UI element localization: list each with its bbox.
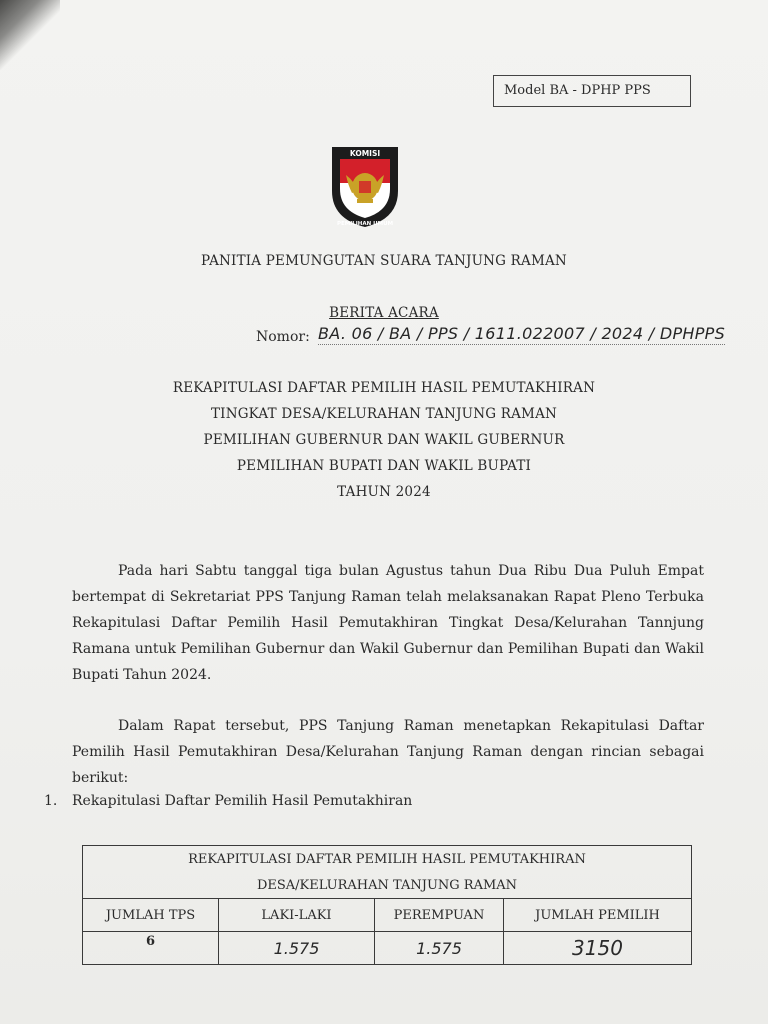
cell-jumlah-pemilih: 3150 [504,932,692,965]
list-item-number: 1. [44,793,58,809]
model-label-box [493,75,691,107]
paragraph-1: Pada hari Sabtu tanggal tiga bulan Agustus tahun Dua Ribu Dua Puluh Empat bertempat di Sekretariat PPS Tanjung Raman telah melaksanakan Rapat Pleno Terbuka Rekapitulasi Daftar Pemilih Hasil Pemutakhiran Tingkat Desa/Kelurahan Tannjung Ramana untuk Pemilihan Gubernur dan Wakil Gubernur dan Pemilihan Bupati dan Wakil Bupati Tahun 2024. [72,563,704,683]
doc-type-title: BERITA ACARA [329,305,439,321]
paragraph-2: Dalam Rapat tersebut, PPS Tanjung Raman menetapkan Rekapitulasi Daftar Pemilih Hasil Pemutakhiran Desa/Kelurahan Tanjung Raman dengan rincian sebagai berikut: [72,718,704,786]
logo-bottom-text: PEMILIHAN UMUM [336,221,394,227]
photo-corner-shadow [0,0,60,70]
model-label: Model BA - DPHP PPS [504,83,651,98]
column-header: JUMLAH PEMILIH [504,899,692,932]
list-item-text: Rekapitulasi Daftar Pemilih Hasil Pemutakhiran [72,793,413,809]
nomor-label: Nomor: [256,329,310,345]
nomor-value: BA. 06 / BA / PPS / 1611.022007 / 2024 / DPHPPS [318,324,726,343]
cell-laki-laki: 1.575 [219,932,375,965]
title-line-5: TAHUN 2024 [337,484,431,500]
table-title-1: REKAPITULASI DAFTAR PEMILIH HASIL PEMUTAKHIRAN [83,846,692,873]
kpu-logo-icon [324,141,406,229]
title-line-1: REKAPITULASI DAFTAR PEMILIH HASIL PEMUTAKHIRAN [172,380,596,396]
column-header: PEREMPUAN [375,899,504,932]
cell-perempuan: 1.575 [375,932,504,965]
recap-table [82,845,692,965]
title-line-3: PEMILIHAN GUBERNUR DAN WAKIL GUBERNUR [203,432,565,448]
title-line-2: TINGKAT DESA/KELURAHAN TANJUNG RAMAN [210,406,558,422]
cell-jumlah-tps: 6 [83,932,219,965]
column-header: JUMLAH TPS [83,899,219,932]
logo-top-text: KOMISI [349,149,381,158]
title-line-4: PEMILIHAN BUPATI DAN WAKIL BUPATI [236,458,532,474]
committee-title: PANITIA PEMUNGUTAN SUARA TANJUNG RAMAN [201,253,567,269]
column-header: LAKI-LAKI [219,899,375,932]
table-title-2: DESA/KELURAHAN TANJUNG RAMAN [83,872,692,899]
